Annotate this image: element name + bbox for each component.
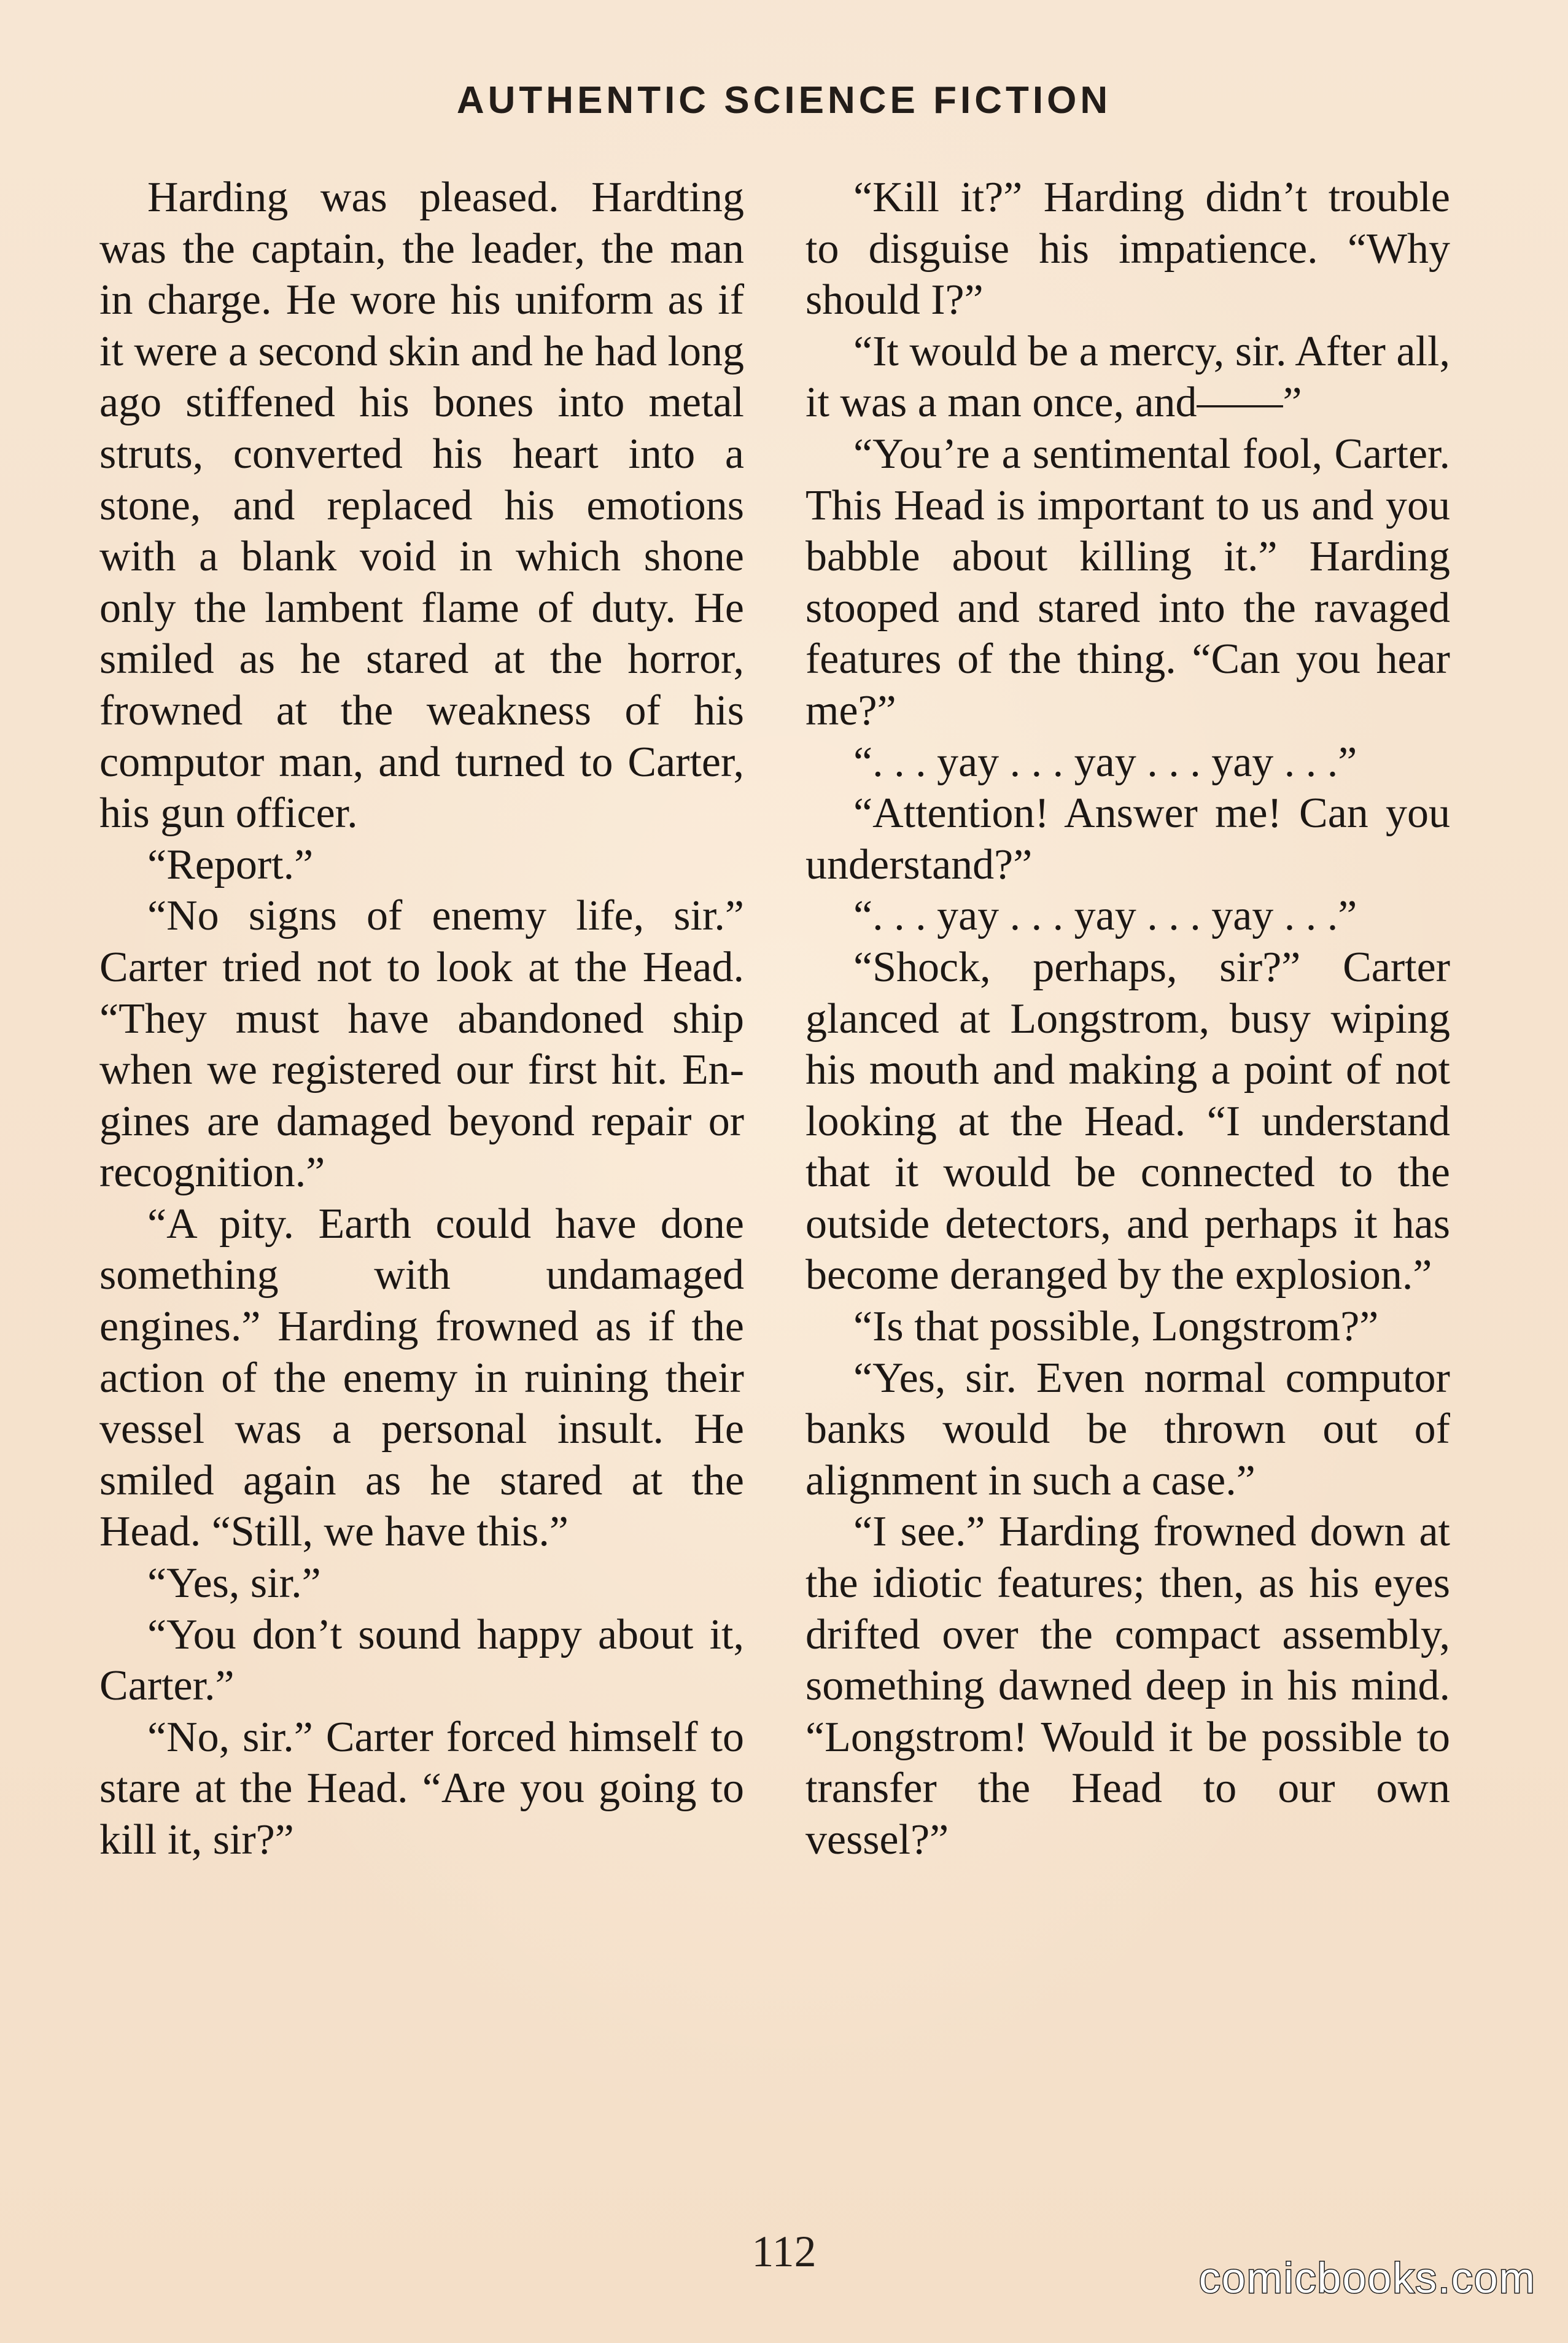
paragraph: “It would be a mercy, sir. After all, it was a man once, and——” — [805, 327, 1450, 427]
right-text-column — [805, 172, 1450, 1866]
paragraph: “. . . yay . . . yay . . . yay . . .” — [853, 892, 1357, 940]
paragraph: “A pity. Earth could have done something with undamaged engines.” Harding frowned as if the action of the enemy in ruining their vessel was a personal insult. He smiled again as he stared at the Head. “Still, we have this.” — [99, 1200, 744, 1556]
paragraph: “Shock, perhaps, sir?” Carter glanced at Longstrom, busy wiping his mouth and making a point of not looking at the Head. “I understand that it would be connected to the outside detectors, and perhaps it has become deranged by the explosion.” — [805, 943, 1450, 1299]
paragraph: “No, sir.” Carter forced himself to stare at the Head. “Are you going to kill it, sir?” — [99, 1713, 744, 1863]
paragraph: “Is that possible, Longstrom?” — [853, 1303, 1379, 1351]
paragraph: “Attention! Answer me! Can you understand?” — [805, 790, 1450, 888]
paragraph: “You’re a sentimental fool, Carter. This Head is important to us and you babble about killing it.” Harding stooped and stared into the ravaged features of the thing. “Can you hear me?” — [805, 430, 1450, 734]
paragraph: “Yes, sir. Even normal computor banks would be thrown out of alignment in such a case.” — [805, 1354, 1450, 1504]
paragraph: “You don’t sound happy about it, Carter.” — [99, 1611, 744, 1710]
paragraph: “Yes, sir.” — [147, 1560, 321, 1607]
running-title: AUTHENTIC SCIENCE FICTION — [456, 79, 1112, 122]
paragraph: “. . . yay . . . yay . . . yay . . .” — [853, 738, 1357, 786]
paragraph: “Report.” — [147, 841, 314, 888]
paragraph: “I see.” Harding frowned down at the idiotic features; then, as his eyes drifted over the compact assembly, something dawned deep in his mind. “Longstrom! Would it be possible to transfer the Head to our own vessel?” — [805, 1508, 1450, 1863]
watermark: comicbooks.com — [1198, 2254, 1536, 2302]
left-text-column — [99, 172, 744, 1866]
paragraph: Harding was pleased. Hardting was the captain, the leader, the man in charge. He wore his uniform as if it were a second skin and he had long ago stiffened his bones into metal struts, converted his heart into a stone, and replaced his emotions with a blank void in which shone only the lambent flame of duty. He smiled as he stared at the horror, frowned at the weakness of his computor man, and turned to Carter, his gun officer. — [99, 174, 744, 837]
paragraph: “Kill it?” Harding didn’t trouble to disguise his impatience. “Why should I?” — [805, 174, 1450, 324]
paragraph: “No signs of enemy life, sir.” Carter tried not to look at the Head. “They must have abandoned ship when we registered our first hit. Engines are damaged beyond repair or recognition.” — [99, 892, 744, 1197]
page-number: 112 — [751, 2227, 817, 2276]
